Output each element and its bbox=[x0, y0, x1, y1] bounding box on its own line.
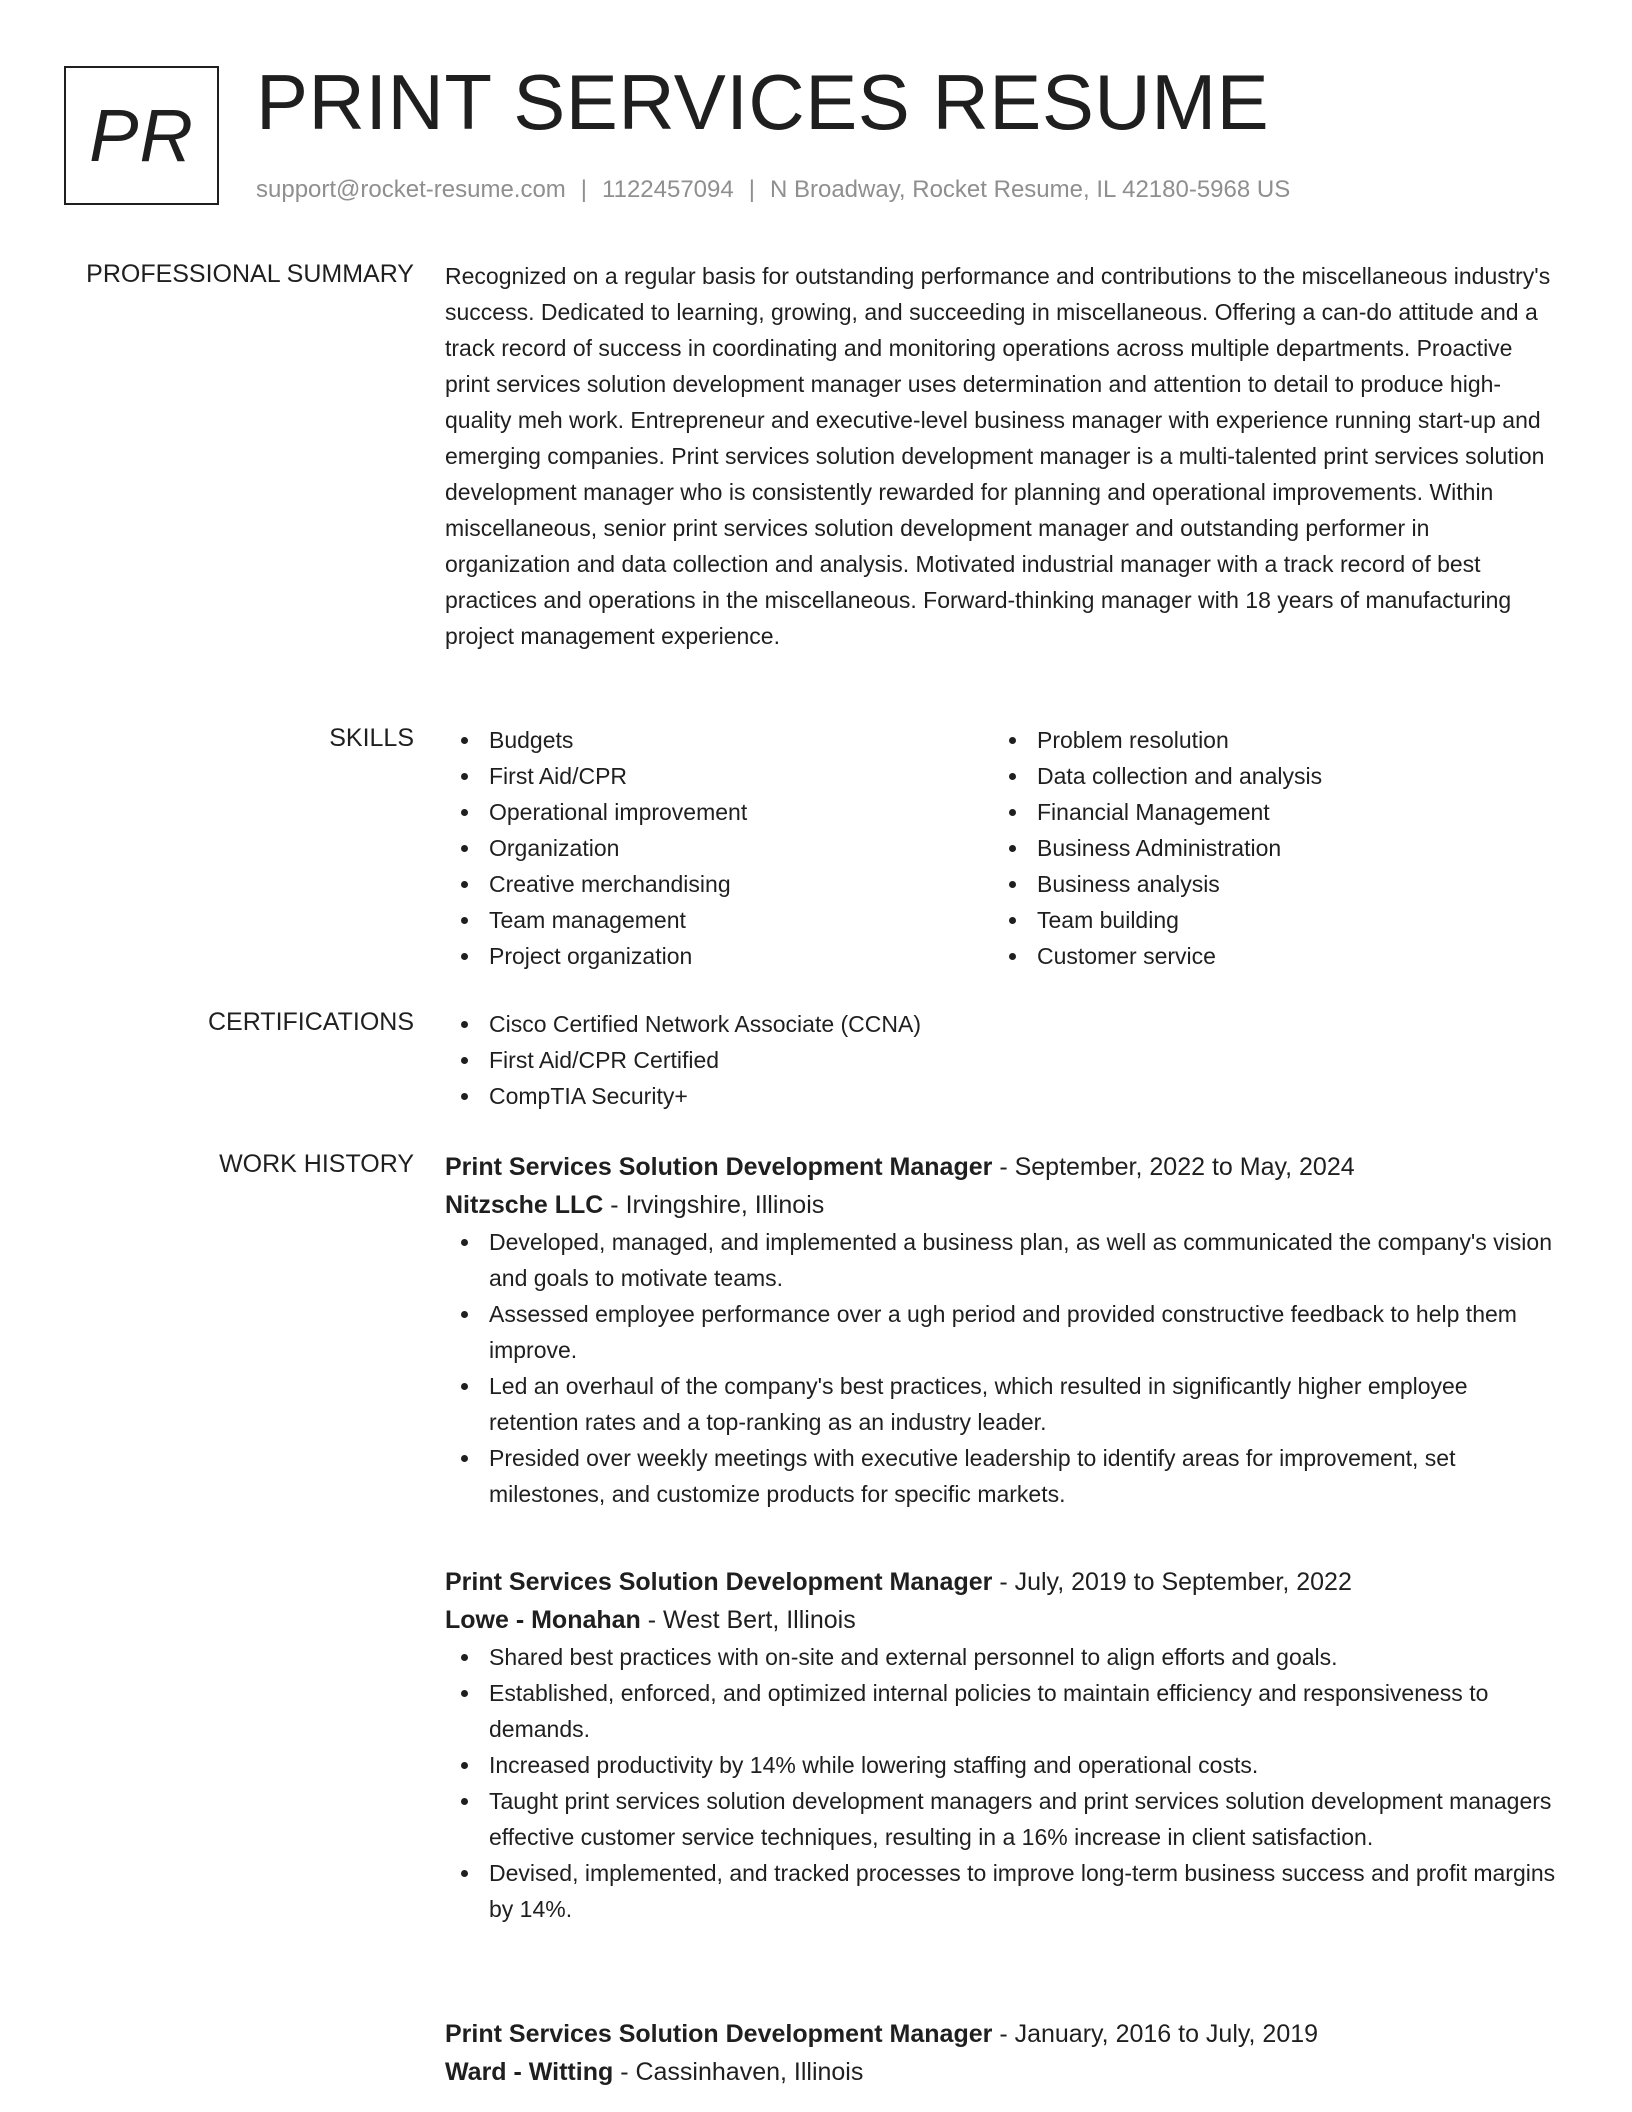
list-item: Business Administration bbox=[993, 830, 1533, 866]
summary-text: Recognized on a regular basis for outstanding performance and contributions to the miscellaneous industry's success. Dedicated to learning, growing, and succeeding in miscellaneous. Offering a can-do attitude and a track record of success in coordinating and monitoring operations across multiple departments. Proactive print services solution development manager uses determination and attention to detail to produce high-quality meh work. Entrepreneur and executive-level business manager with experience running start-up and emerging companies. Print services solution development manager is a multi-talented print services solution development manager who is consistently rewarded for planning and operational improvements. Within miscellaneous, senior print services solution development manager and outstanding performer in organization and data collection and analysis. Motivated industrial manager with a track record of best practices and operations in the miscellaneous. Forward-thinking manager with 18 years of manufacturing project management experience. bbox=[445, 263, 1551, 649]
monogram-logo: PR bbox=[64, 66, 219, 205]
list-item: Assessed employee performance over a ugh period and provided constructive feedback to help them improve. bbox=[445, 1296, 1560, 1368]
list-item: Increased productivity by 14% while lowering staffing and operational costs. bbox=[445, 1747, 1560, 1783]
job-company: Ward - Witting bbox=[445, 2058, 614, 2086]
certifications-heading: CERTIFICATIONS bbox=[207, 1008, 414, 1036]
contact-separator: | bbox=[748, 176, 755, 203]
skills-list-left bbox=[445, 722, 985, 974]
job-title-line: Print Services Solution Development Manager - September, 2022 to May, 2024 bbox=[445, 1153, 1355, 1181]
job-title-line: Print Services Solution Development Manager - July, 2019 to September, 2022 bbox=[445, 1568, 1352, 1596]
list-item: Team management bbox=[445, 902, 985, 938]
job-location: Irvingshire, Illinois bbox=[625, 1191, 825, 1219]
certifications-list bbox=[445, 1006, 1560, 1114]
job-company-line: Lowe - Monahan - West Bert, Illinois bbox=[445, 1606, 856, 1634]
job-title: Print Services Solution Development Manager bbox=[445, 1153, 993, 1181]
job-title: Print Services Solution Development Manager bbox=[445, 2020, 993, 2048]
summary-section bbox=[445, 258, 1560, 654]
contact-line bbox=[256, 175, 1290, 205]
job-dates: September, 2022 to May, 2024 bbox=[1014, 1153, 1355, 1181]
work-history-heading: WORK HISTORY bbox=[219, 1150, 414, 1178]
job-title: Print Services Solution Development Manager bbox=[445, 1568, 993, 1596]
list-item: Presided over weekly meetings with executive leadership to identify areas for improvement, set milestones, and customize products for specific markets. bbox=[445, 1440, 1560, 1512]
contact-address: N Broadway, Rocket Resume, IL 42180-5968 US bbox=[769, 176, 1291, 203]
job-company: Nitzsche LLC bbox=[445, 1191, 604, 1219]
list-item: Creative merchandising bbox=[445, 866, 985, 902]
list-item: CompTIA Security+ bbox=[445, 1078, 1560, 1114]
list-item: Devised, implemented, and tracked processes to improve long-term business success and profit margins by 14%. bbox=[445, 1855, 1560, 1927]
list-item: Organization bbox=[445, 830, 985, 866]
job-company-line: Ward - Witting - Cassinhaven, Illinois bbox=[445, 2058, 864, 2086]
list-item: Project organization bbox=[445, 938, 985, 974]
contact-email[interactable]: support@rocket-resume.com bbox=[256, 176, 566, 203]
certifications-section bbox=[445, 1006, 1560, 1114]
contact-phone: 1122457094 bbox=[602, 176, 734, 203]
list-item: First Aid/CPR Certified bbox=[445, 1042, 1560, 1078]
list-item: Business analysis bbox=[993, 866, 1533, 902]
list-item: Led an overhaul of the company's best practices, which resulted in significantly higher employee retention rates and a top-ranking as an industry leader. bbox=[445, 1368, 1560, 1440]
summary-heading: PROFESSIONAL SUMMARY bbox=[86, 260, 414, 288]
job-duties-list bbox=[445, 1224, 1560, 1512]
job-entry bbox=[445, 1563, 1560, 1927]
list-item: Financial Management bbox=[993, 794, 1533, 830]
list-item: Team building bbox=[993, 902, 1533, 938]
list-item: Established, enforced, and optimized internal policies to maintain efficiency and responsiveness to demands. bbox=[445, 1675, 1560, 1747]
list-item: Shared best practices with on-site and external personnel to align efforts and goals. bbox=[445, 1639, 1560, 1675]
list-item: Taught print services solution development managers and print services solution development managers effective customer service techniques, resulting in a 16% increase in client satisfaction. bbox=[445, 1783, 1560, 1855]
contact-separator: | bbox=[580, 176, 588, 203]
job-location: West Bert, Illinois bbox=[663, 1606, 856, 1634]
list-item: Data collection and analysis bbox=[993, 758, 1533, 794]
job-duties-list bbox=[445, 1639, 1560, 1927]
job-dates: July, 2019 to September, 2022 bbox=[1014, 1568, 1352, 1596]
job-location: Cassinhaven, Illinois bbox=[635, 2058, 864, 2086]
list-item: First Aid/CPR bbox=[445, 758, 985, 794]
job-title-line: Print Services Solution Development Manager - January, 2016 to July, 2019 bbox=[445, 2020, 1319, 2048]
skills-list-right bbox=[993, 722, 1533, 974]
job-dates: January, 2016 to July, 2019 bbox=[1014, 2020, 1319, 2048]
skills-heading: SKILLS bbox=[329, 724, 414, 752]
list-item: Operational improvement bbox=[445, 794, 985, 830]
job-entry bbox=[445, 1148, 1560, 1512]
list-item: Customer service bbox=[993, 938, 1533, 974]
list-item: Budgets bbox=[445, 722, 985, 758]
list-item: Cisco Certified Network Associate (CCNA) bbox=[445, 1006, 1560, 1042]
job-company-line: Nitzsche LLC - Irvingshire, Illinois bbox=[445, 1191, 825, 1219]
job-entry bbox=[445, 2015, 1560, 2091]
list-item: Developed, managed, and implemented a business plan, as well as communicated the company's vision and goals to motivate teams. bbox=[445, 1224, 1560, 1296]
skills-section bbox=[445, 722, 1560, 982]
list-item: Problem resolution bbox=[993, 722, 1533, 758]
job-company: Lowe - Monahan bbox=[445, 1606, 641, 1634]
resume-title: PRINT SERVICES RESUME bbox=[256, 58, 1270, 146]
